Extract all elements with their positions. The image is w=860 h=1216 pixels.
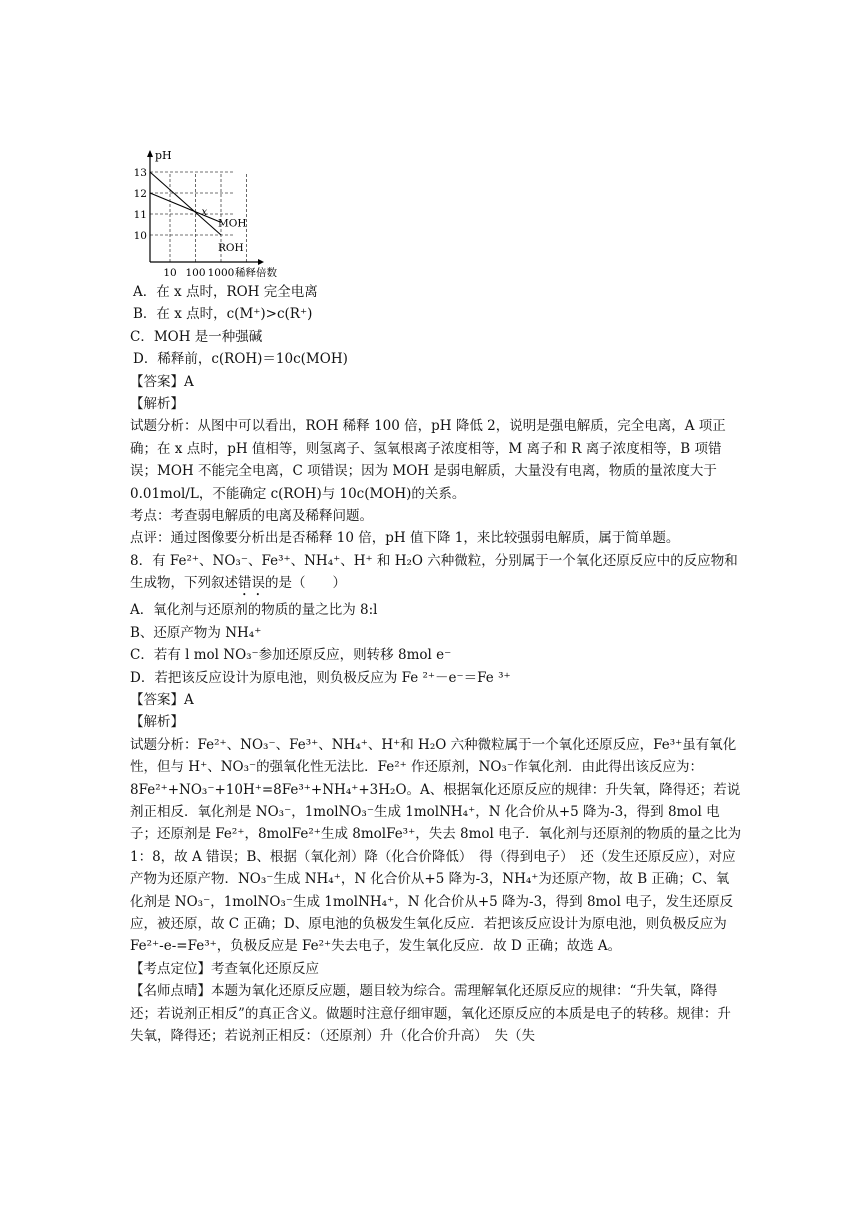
point-label-x: x	[201, 207, 208, 218]
q7-option-a: A．在 x 点时，ROH 完全电离	[133, 284, 318, 300]
y-tick-label: 10	[133, 230, 147, 242]
y-tick-label: 13	[133, 167, 147, 179]
x-axis-arrow	[258, 259, 264, 265]
x-tick-label: 10	[163, 267, 177, 277]
q8-option-b: B、还原产物为 NH₄⁺	[130, 624, 262, 641]
y-tick-label: 11	[133, 209, 147, 221]
series-label-roh: ROH	[218, 242, 244, 254]
series-line-moh	[150, 193, 221, 222]
q8-option-c: C．若有 l mol NO₃⁻参加还原反应，则转移 8mol e⁻	[130, 647, 452, 664]
q7-analysis: 试题分析：从图中可以看出，ROH 稀释 100 倍，pH 降低 2，说明是强电解质，完全电离，A 项正确；在 x 点时，pH 值相等，则氢离子、氢氧根离子浓度相等，M 离子和 R 离子浓度相等，B 项错误；MOH 不能完全电离，C 项错误；因为 MOH 是弱电解质，大量没有电离，物质的量浓度大于 0.01mol/L，不能确定 c(ROH)与 10c(MOH)的关系。	[130, 418, 726, 502]
q7-answer: 【答案】A	[130, 373, 194, 390]
y-axis-label: pH	[155, 149, 172, 162]
x-axis-label: 稀释倍数	[235, 267, 277, 277]
q8-stem	[130, 550, 742, 599]
question-content	[130, 281, 742, 1047]
q8-answer: 【答案】A	[130, 691, 194, 708]
series-label-moh: MOH	[218, 217, 247, 230]
q8-stem-emphasis: 错误	[238, 575, 265, 592]
series-line-roh	[150, 172, 221, 235]
q8-analysis: 试题分析：Fe²⁺、NO₃⁻、Fe³⁺、NH₄⁺、H⁺和 H₂O 六种微粒属于一个氧化还原反应，Fe³⁺虽有氧化性，但与 H⁺、NO₃⁻的强氧化性无法比．Fe²⁺ 作还原剂，NO₃⁻作氧化剂．由此得出该反应为：8Fe²⁺+NO₃⁻+10H⁺=8Fe³⁺+NH₄⁺+3H₂O。A、根据氧化还原反应的规律：升失氧，降得还；若说剂正相反．氧化剂是 NO₃⁻，1molNO₃⁻生成 1molNH₄⁺，N 化合价从+5 降为-3，得到 8mol 电子；还原剂是 Fe²⁺，8molFe²⁺生成 8molFe³⁺，失去 8mol 电子．氧化剂与还原剂的物质的量之比为 1：8，故 A 错误；B、根据（氧化剂）降（化合价降低） 得（得到电子） 还（发生还原反应），对应产物为还原产物．NO₃⁻生成 NH₄⁺，N 化合价从+5 降为-3，NH₄⁺为还原产物，故 B 正确；C、氧化剂是 NO₃⁻，1molNO₃⁻生成 1molNH₄⁺，N 化合价从+5 降为-3，得到 8mol 电子，发生还原反应，被还原，故 C 正确；D、原电池的负极发生氧化反应．若把该反应设计为原电池，则负极反应为 Fe²⁺-e-=Fe³⁺，负极反应是 Fe²⁺失去电子，发生氧化反应．故 D 正确；故选 A。	[130, 736, 742, 955]
q8-stem-pre: 8．有 Fe²⁺、NO₃⁻、Fe³⁺、NH₄⁺、H⁺ 和 H₂O 六种微粒，分别属于一个氧化还原反应中的反应物和生成物，下列叙述	[130, 552, 738, 592]
q8-analysis-heading: 【解析】	[130, 714, 184, 731]
q7-analysis-heading: 【解析】	[130, 396, 184, 413]
q7-comment: 点评：通过图像要分析出是否稀释 10 倍，pH 值下降 1，来比较强弱电解质，属于简单题。	[130, 530, 680, 547]
x-tick-label: 100	[185, 267, 206, 277]
x-tick-label: 1000	[207, 267, 235, 277]
q7-option-c: C．MOH 是一种强碱	[130, 328, 263, 345]
q8-stem-post: 的是（ ）	[265, 575, 346, 592]
q8-option-d: D．若把该反应设计为原电池，则负极反应为 Fe ²⁺－e⁻＝Fe ³⁺	[130, 669, 511, 686]
q7-knowledge-point: 考点：考查弱电解质的电离及稀释问题。	[130, 508, 373, 525]
q8-option-a: A．氧化剂与还原剂的物质的量之比为 8:l	[130, 602, 378, 619]
q8-knowledge-point: 【考点定位】考查氧化还原反应	[130, 960, 319, 977]
q7-option-b: B．在 x 点时，c(M⁺)>c(R⁺)	[133, 306, 313, 323]
q8-teacher-note: 【名师点晴】本题为氧化还原反应题，题目较为综合。需理解氧化还原反应的规律：“升失氧，降得还；若说剂正相反”的真正含义。做题时注意仔细审题，氧化还原反应的本质是电子的转移。规律：升失氧，降得还；若说剂正相反：（还原剂）升（化合价升高） 失（失	[130, 983, 731, 1044]
y-tick-label: 12	[133, 188, 147, 200]
chart-svg	[128, 145, 298, 277]
q7-option-d: D．稀释前，c(ROH)＝10c(MOH)	[133, 351, 348, 368]
y-axis-arrow	[147, 150, 153, 157]
ph-dilution-chart	[128, 145, 298, 277]
